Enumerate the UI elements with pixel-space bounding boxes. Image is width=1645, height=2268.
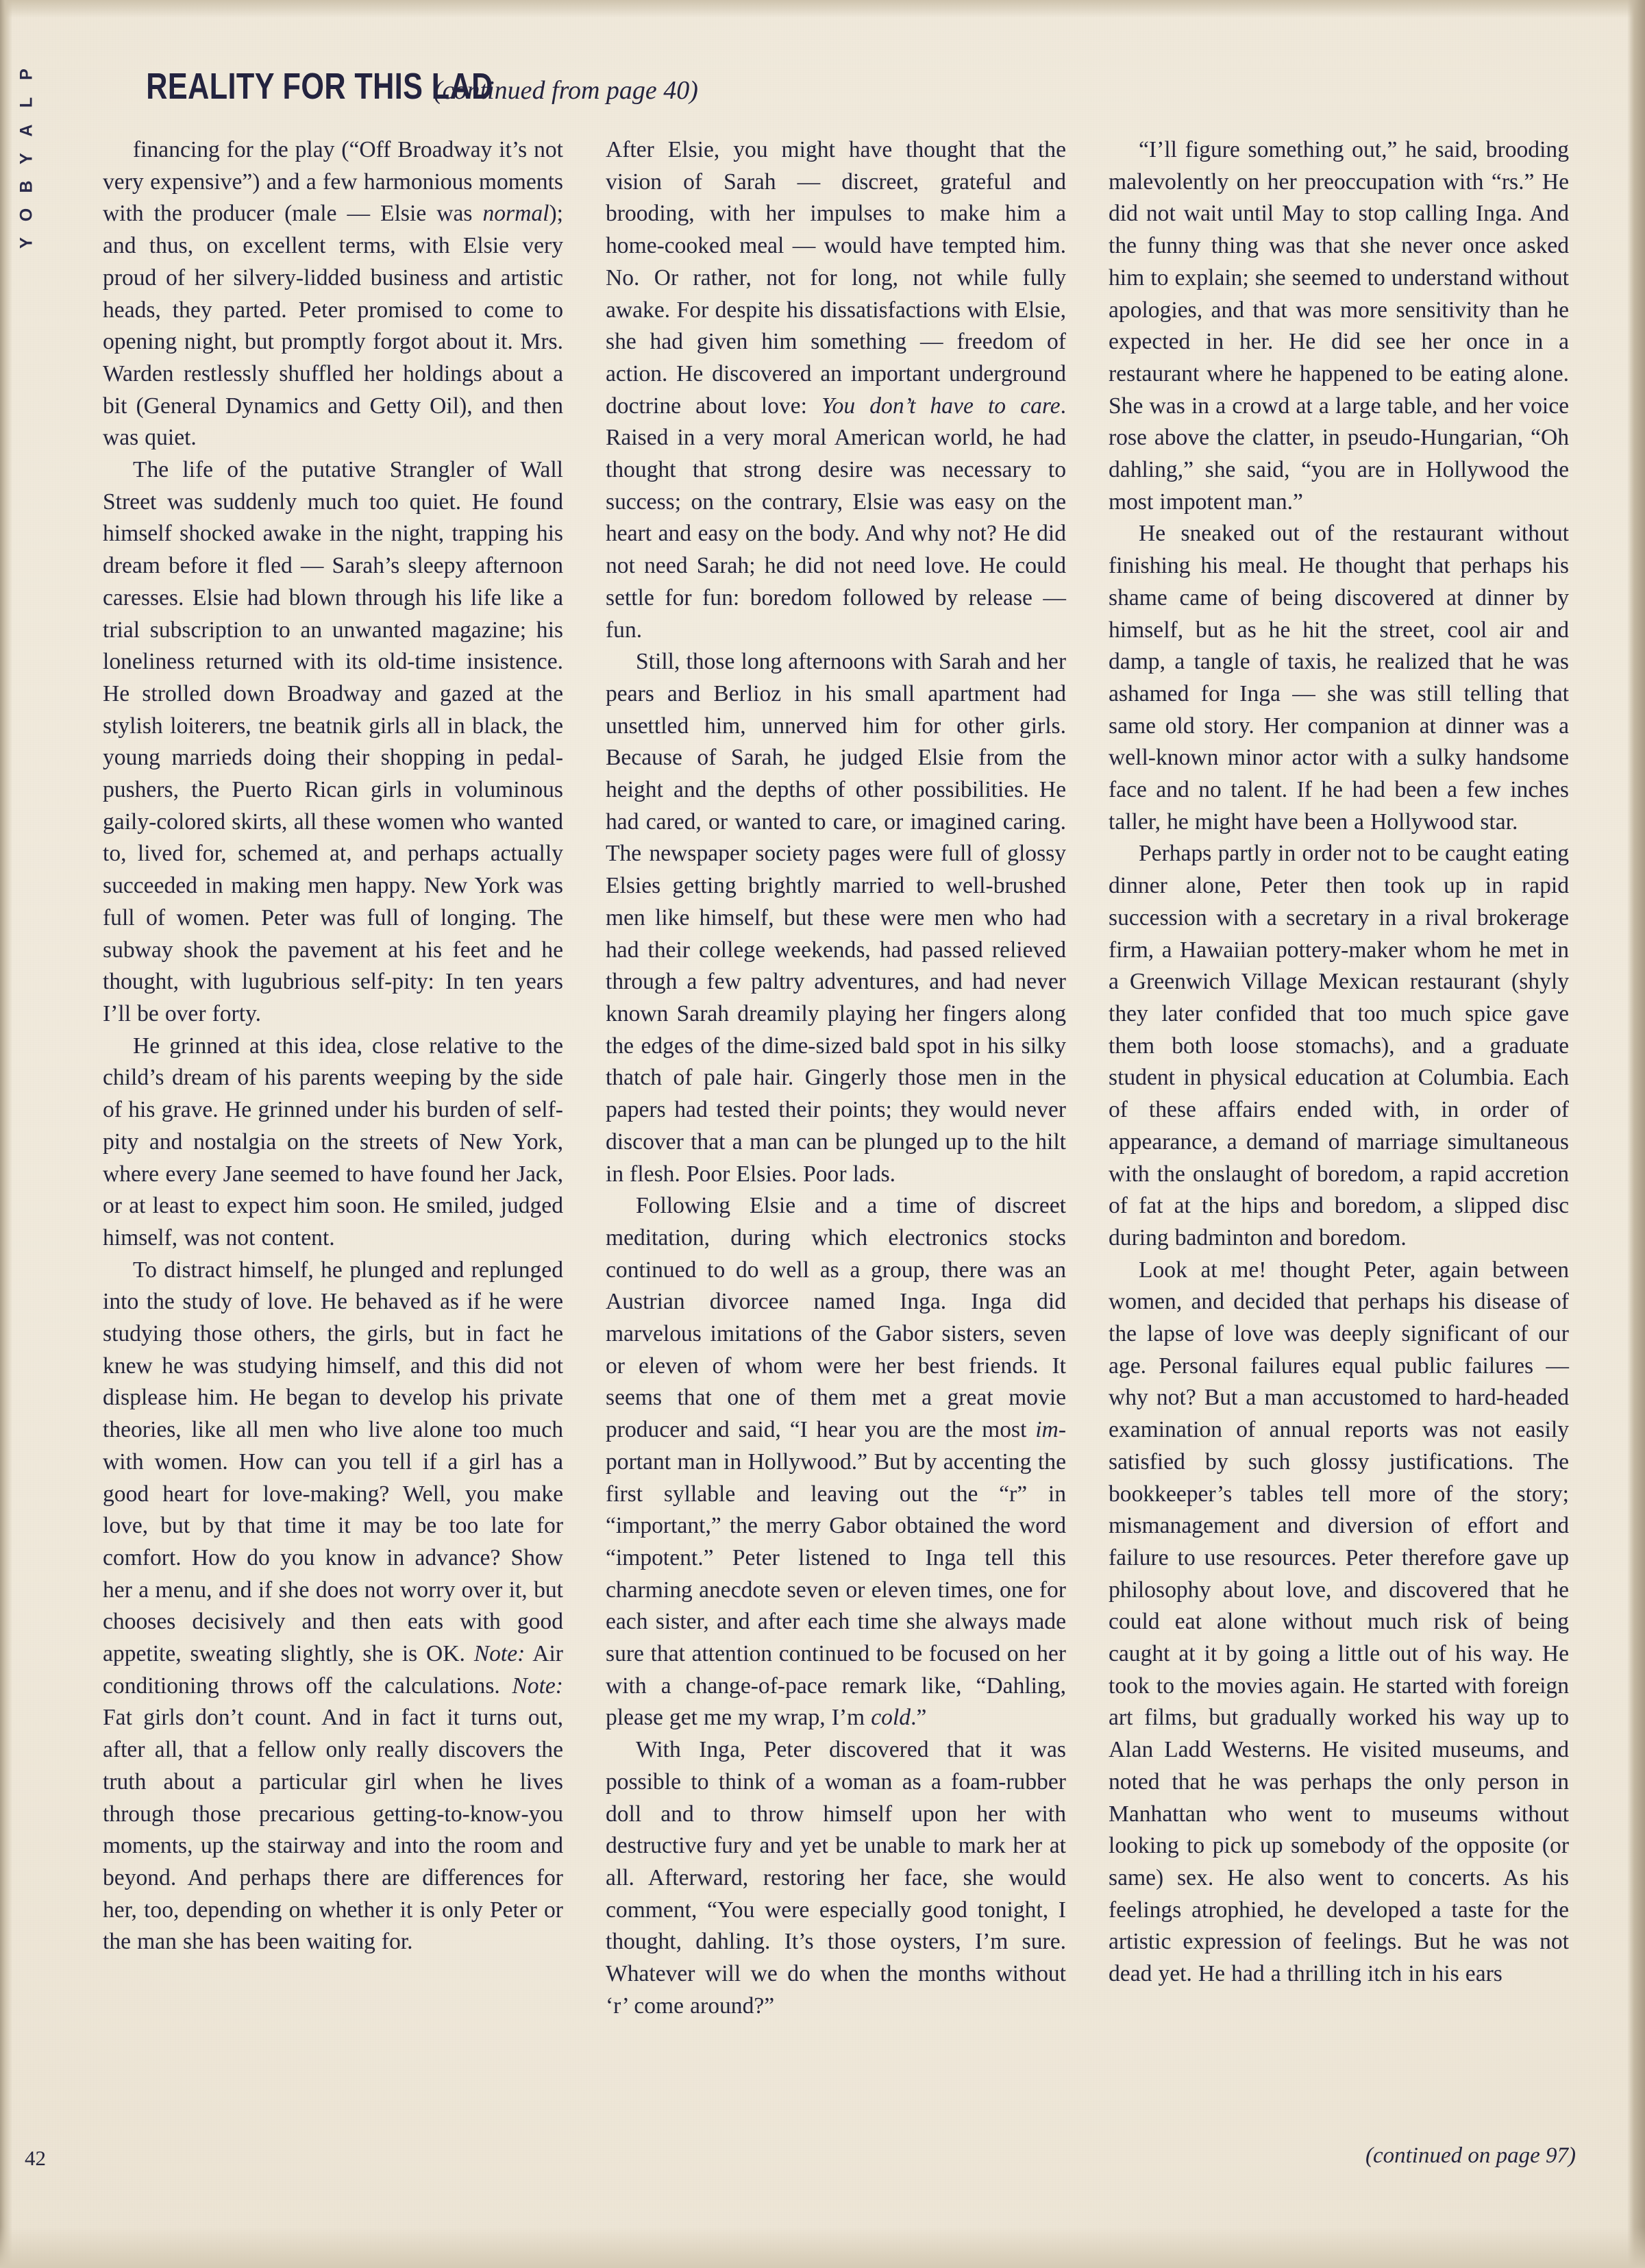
page-edge-right-dark <box>1627 0 1645 2268</box>
article-column-2 <box>606 134 1066 2022</box>
magazine-brand-vertical <box>11 60 42 257</box>
paragraph-text: Air conditioning throws off the calculations. <box>103 1641 563 1699</box>
emphasis-text: Note: <box>473 1641 525 1667</box>
emphasis-text: normal <box>482 201 549 227</box>
paragraph-text: To distract himself, he plunged and replunged into the study of love. He behaved as if he were studying those others, the girls, but in fact he knew he was studying himself, and this did not displease him. He began to develop his private theories, like all men who live alone too much with women. How can you tell if a girl has a good heart for love-making? Well, you make love, but by that time it may be too late for comfort. How do you know in advance? Show her a menu, and if she does not worry over it, but chooses decisively and then eats with good appetite, sweating slightly, she is OK. <box>103 1257 563 1667</box>
page-edge-left <box>0 0 12 2268</box>
page-edge-right <box>1570 0 1645 2268</box>
brand-letter: P <box>16 69 36 80</box>
paragraph-text: Fat girls don’t count. And in fact it turns out, after all, that a fellow only really discovers the truth about a particular girl when he lives through those precarious getting-to-know-you moments, up the stairway and into the room and beyond. And perhaps there are differences for her, too, depending on whether it is only Peter or the man she has been waiting for. <box>103 1705 563 1955</box>
article-body <box>103 134 1576 2022</box>
paragraph: The life of the putative Strangler of Wall Street was suddenly much too quiet. He found himself shocked awake in the night, trapping his dream before it fled — Sarah’s sleepy afternoon caresses. Elsie had blown through his life like a trial subscription to an unwanted magazine; his loneliness returned with its old-time insistence. He strolled down Broadway and gazed at the stylish loiterers, tne beatnik girls all in black, the young marrieds doing their shopping in pedal-pushers, the Puerto Rican girls in voluminous gaily-colored skirts, all these women who wanted to, lived for, schemed at, and perhaps actually succeeded in making men happy. New York was full of women. Peter was full of longing. The subway shook the pavement at his feet and he thought, with lugubrious self-pity: In ten years I’ll be over forty. <box>103 457 563 1026</box>
emphasis-text: cold <box>871 1705 911 1731</box>
brand-letter: B <box>16 180 36 193</box>
article-column-1 <box>103 134 563 2022</box>
brand-letter: A <box>16 124 36 137</box>
paragraph: Still, those long afternoons with Sarah and her pears and Berlioz in his small apartment had unsettled him, unnerved him for other girls. Because of Sarah, he judged Elsie from the height and the depths of other possibilities. He had cared, or wanted to care, or imagined caring. The newspaper society pages were full of glossy Elsies getting brightly married to well-brushed men like himself, but these were men who had had their college weekends, had passed relieved through a few paltry adventures, and had never known Sarah dreamily playing her fingers along the edges of the dime-sized bald spot in his silky thatch of pale hair. Gingerly those men in the papers had tested their points; they would never discover that a man can be plunged up to the hilt in flesh. Poor Elsies. Poor lads. <box>606 649 1066 1187</box>
paragraph <box>103 1255 563 1958</box>
emphasis-text: You don’t have to care <box>821 393 1061 419</box>
paragraph-text: .” <box>911 1705 927 1731</box>
page-number: 42 <box>25 2146 46 2170</box>
paragraph-text: financing for the play (“Off Broadway it’s not very expensive”) and a few harmonious moments with the producer (male — Elsie was <box>103 137 563 227</box>
paragraph <box>606 134 1066 646</box>
continued-on-label: (continued on page 97) <box>1365 2143 1576 2168</box>
brand-letter: Y <box>16 237 36 249</box>
paragraph-text: . Raised in a very moral American world, he had thought that strong desire was necessary to success; on the contrary, Elsie was easy on the heart and easy on the body. And why not? He did not need Sarah; he did not need love. He could settle for fun: boredom followed by release — fun. <box>606 393 1066 643</box>
brand-letter: Y <box>16 153 36 164</box>
page-title: REALITY FOR THIS LAD <box>146 66 493 107</box>
paragraph-text: ); and thus, on excellent terms, with Elsie very proud of her silvery-lidded business and artistic heads, they parted. Peter promised to come to opening night, but promptly forgot about it. Mrs. Warden restlessly shuffled her holdings about a bit (General Dynamics and Getty Oil), and then was quiet. <box>103 201 563 451</box>
brand-letter: O <box>16 208 36 222</box>
page-edge-bottom <box>0 2227 1645 2268</box>
paragraph: Look at me! thought Peter, again between women, and decided that perhaps his disease of the lapse of love was deeply significant of our age. Personal failures equal public failures — why not? But a man accustomed to hard-headed examination of annual reports was not easily satisfied by such glossy justifications. The bookkeeper’s tables tell more of the story; mismanagement and diversion of effort and failure to use resources. Peter therefore gave up philosophy about love, and discovered that he could eat alone without much risk of being caught at it by going a little out of his way. He took to the movies again. He started with foreign art films, but gradually worked his way up to Alan Ladd Westerns. He visited museums, and noted that he was perhaps the only person in Manhattan who went to museums without looking to pick up somebody of the opposite (or same) sex. He also went to concerts. As his feelings atrophied, he developed a taste for the artistic expression of feelings. But he was not dead yet. He had a thrilling itch in his ears <box>1109 1257 1569 1987</box>
paragraph: Perhaps partly in order not to be caught eating dinner alone, Peter then took up in rapid succession with a secretary in a rival brokerage firm, a Hawaiian pottery-maker whom he met in a Greenwich Village Mexican restaurant (shyly they later confided that too much spice gave them both loose stomachs), and a graduate student in physical education at Columbia. Each of these affairs ended with, in order of appearance, a demand of marriage simultaneous with the onslaught of boredom, a rapid accretion of fat at the hips and boredom, a slipped disc during badminton and boredom. <box>1109 841 1569 1250</box>
brand-letter: L <box>16 97 36 108</box>
paragraph <box>606 1190 1066 1734</box>
article-header <box>103 65 891 108</box>
paragraph: With Inga, Peter discovered that it was possible to think of a woman as a foam-rubber doll and to throw himself upon her with destructive fury and yet be unable to mark her at all. Afterward, restoring her face, she would comment, “You were especially good tonight, I thought, dahling. It’s those oysters, I’m sure. Whatever will we do when the months without ‘r’ come around?” <box>606 1737 1066 2019</box>
paragraph: He grinned at this idea, close relative to the child’s dream of his parents weeping by the side of his grave. He grinned under his burden of self-pity and nostalgia on the streets of New York, where every Jane seemed to have found her Jack, or at least to expect him soon. He smiled, judged himself, was not content. <box>103 1033 563 1250</box>
paragraph-text: After Elsie, you might have thought that the vision of Sarah — discreet, grateful and brooding, with her impulses to make him a home-cooked meal — would have tempted him. No. Or rather, not for long, not while fully awake. For despite his dissatisfactions with Elsie, she had given him something — freedom of action. He discovered an important underground doctrine about love: <box>606 137 1066 419</box>
emphasis-text: im <box>1035 1417 1059 1443</box>
paragraph <box>103 134 563 454</box>
page-edge-top <box>0 0 1645 18</box>
emphasis-text: Note: <box>512 1673 563 1699</box>
paragraph: He sneaked out of the restaurant without finishing his meal. He thought that perhaps his shame came of being discovered at dinner by himself, but as he hit the street, cool air and damp, a tangle of taxis, he realized that he was ashamed for Inga — she was still telling that same old story. Her companion at dinner was a well-known minor actor with a sulky handsome face and no talent. If he had been a few inches taller, he might have been a Hollywood star. <box>1109 521 1569 835</box>
paragraph-text: -portant man in Hollywood.” But by accenting the first syllable and leaving out the “r” in “important,” the merry Gabor obtained the word “impotent.” Peter listened to Inga tell this charming anecdote seven or eleven times, one for each sister, and after each time she always made sure that attention continued to be focused on her with a change-of-pace remark like, “Dahling, please get me my wrap, I’m <box>606 1417 1066 1731</box>
paragraph-text: Following Elsie and a time of discreet meditation, during which electronics stocks continued to do well as a group, there was an Austrian divorcee named Inga. Inga did marvelous imitations of the Gabor sisters, seven or eleven of whom were her best friends. It seems that one of them met a great movie producer and said, “I hear you are the most <box>606 1193 1066 1443</box>
paragraph: “I’ll figure something out,” he said, brooding malevolently on her preoccupation with “rs.” He did not wait until May to stop calling Inga. And the funny thing was that she never once asked him to explain; she seemed to understand without apologies, and that was more sensitivity than he expected in her. He did see her once in a restaurant where he happened to be eating alone. She was in a crowd at a large table, and her voice rose above the clatter, in pseudo-Hungarian, “Oh dahling,” she said, “you are in Hollywood the most impotent man.” <box>1109 137 1569 515</box>
continued-from-label: (continued from page 40) <box>434 76 698 105</box>
article-column-3 <box>1109 134 1569 2022</box>
